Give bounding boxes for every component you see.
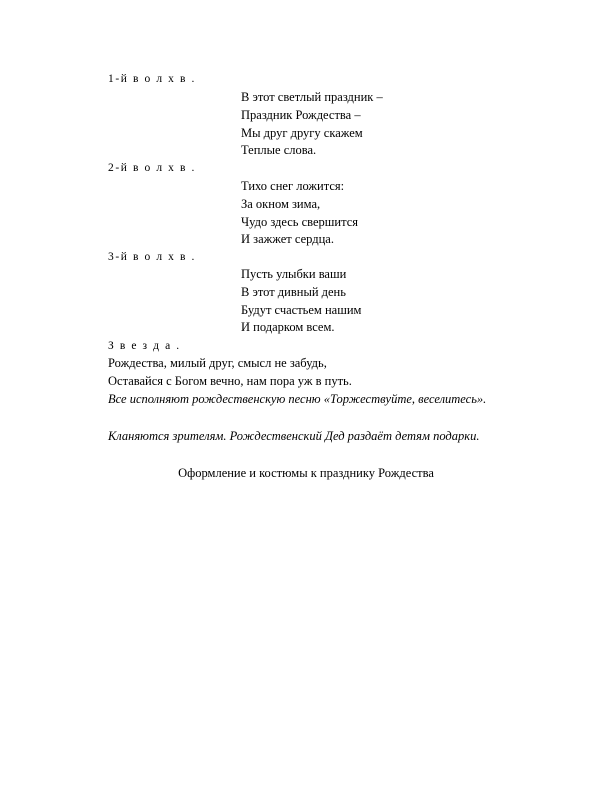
verse-line: Тихо снег ложится: xyxy=(241,179,345,193)
verse-line: И подарком всем. xyxy=(241,320,335,335)
verse-line: И зажжет сердца. xyxy=(241,232,334,247)
verse-line: Мы друг другу скажем xyxy=(241,125,363,140)
verse-line: Праздник Рождества – xyxy=(241,107,361,122)
verse-line: Чудо здесь свершится xyxy=(241,214,359,229)
section-caption: Оформление и костюмы к празднику Рождества xyxy=(178,466,434,480)
verse-magus-2 xyxy=(241,178,358,249)
speaker-star: З в е з д а . xyxy=(108,340,181,352)
star-line: Рождества, милый друг, смысл не забудь, xyxy=(108,356,327,370)
verse-line: В этот светлый праздник – xyxy=(241,90,383,104)
verse-line: Теплые слова. xyxy=(241,143,317,158)
speaker-magus-3: 3-й в о л х в . xyxy=(108,251,196,263)
verse-magus-1 xyxy=(241,89,383,160)
verse-line: В этот дивный день xyxy=(241,284,346,299)
stage-direction: Все исполняют рождественскую песню «Торжествуйте, веселитесь». xyxy=(108,392,487,406)
verse-line: Будут счастьем нашим xyxy=(241,302,362,317)
speaker-magus-2: 2-й в о л х в . xyxy=(108,162,196,174)
star-line: Оставайся с Богом вечно, нам пора уж в путь. xyxy=(108,374,352,388)
stage-direction: Кланяются зрителям. Рождественский Дед раздаёт детям подарки. xyxy=(108,429,480,443)
speaker-magus-1: 1-й в о л х в . xyxy=(108,73,196,85)
verse-line: За окном зима, xyxy=(241,196,321,211)
verse-line: Пусть улыбки ваши xyxy=(241,267,347,281)
verse-magus-3 xyxy=(241,266,361,337)
